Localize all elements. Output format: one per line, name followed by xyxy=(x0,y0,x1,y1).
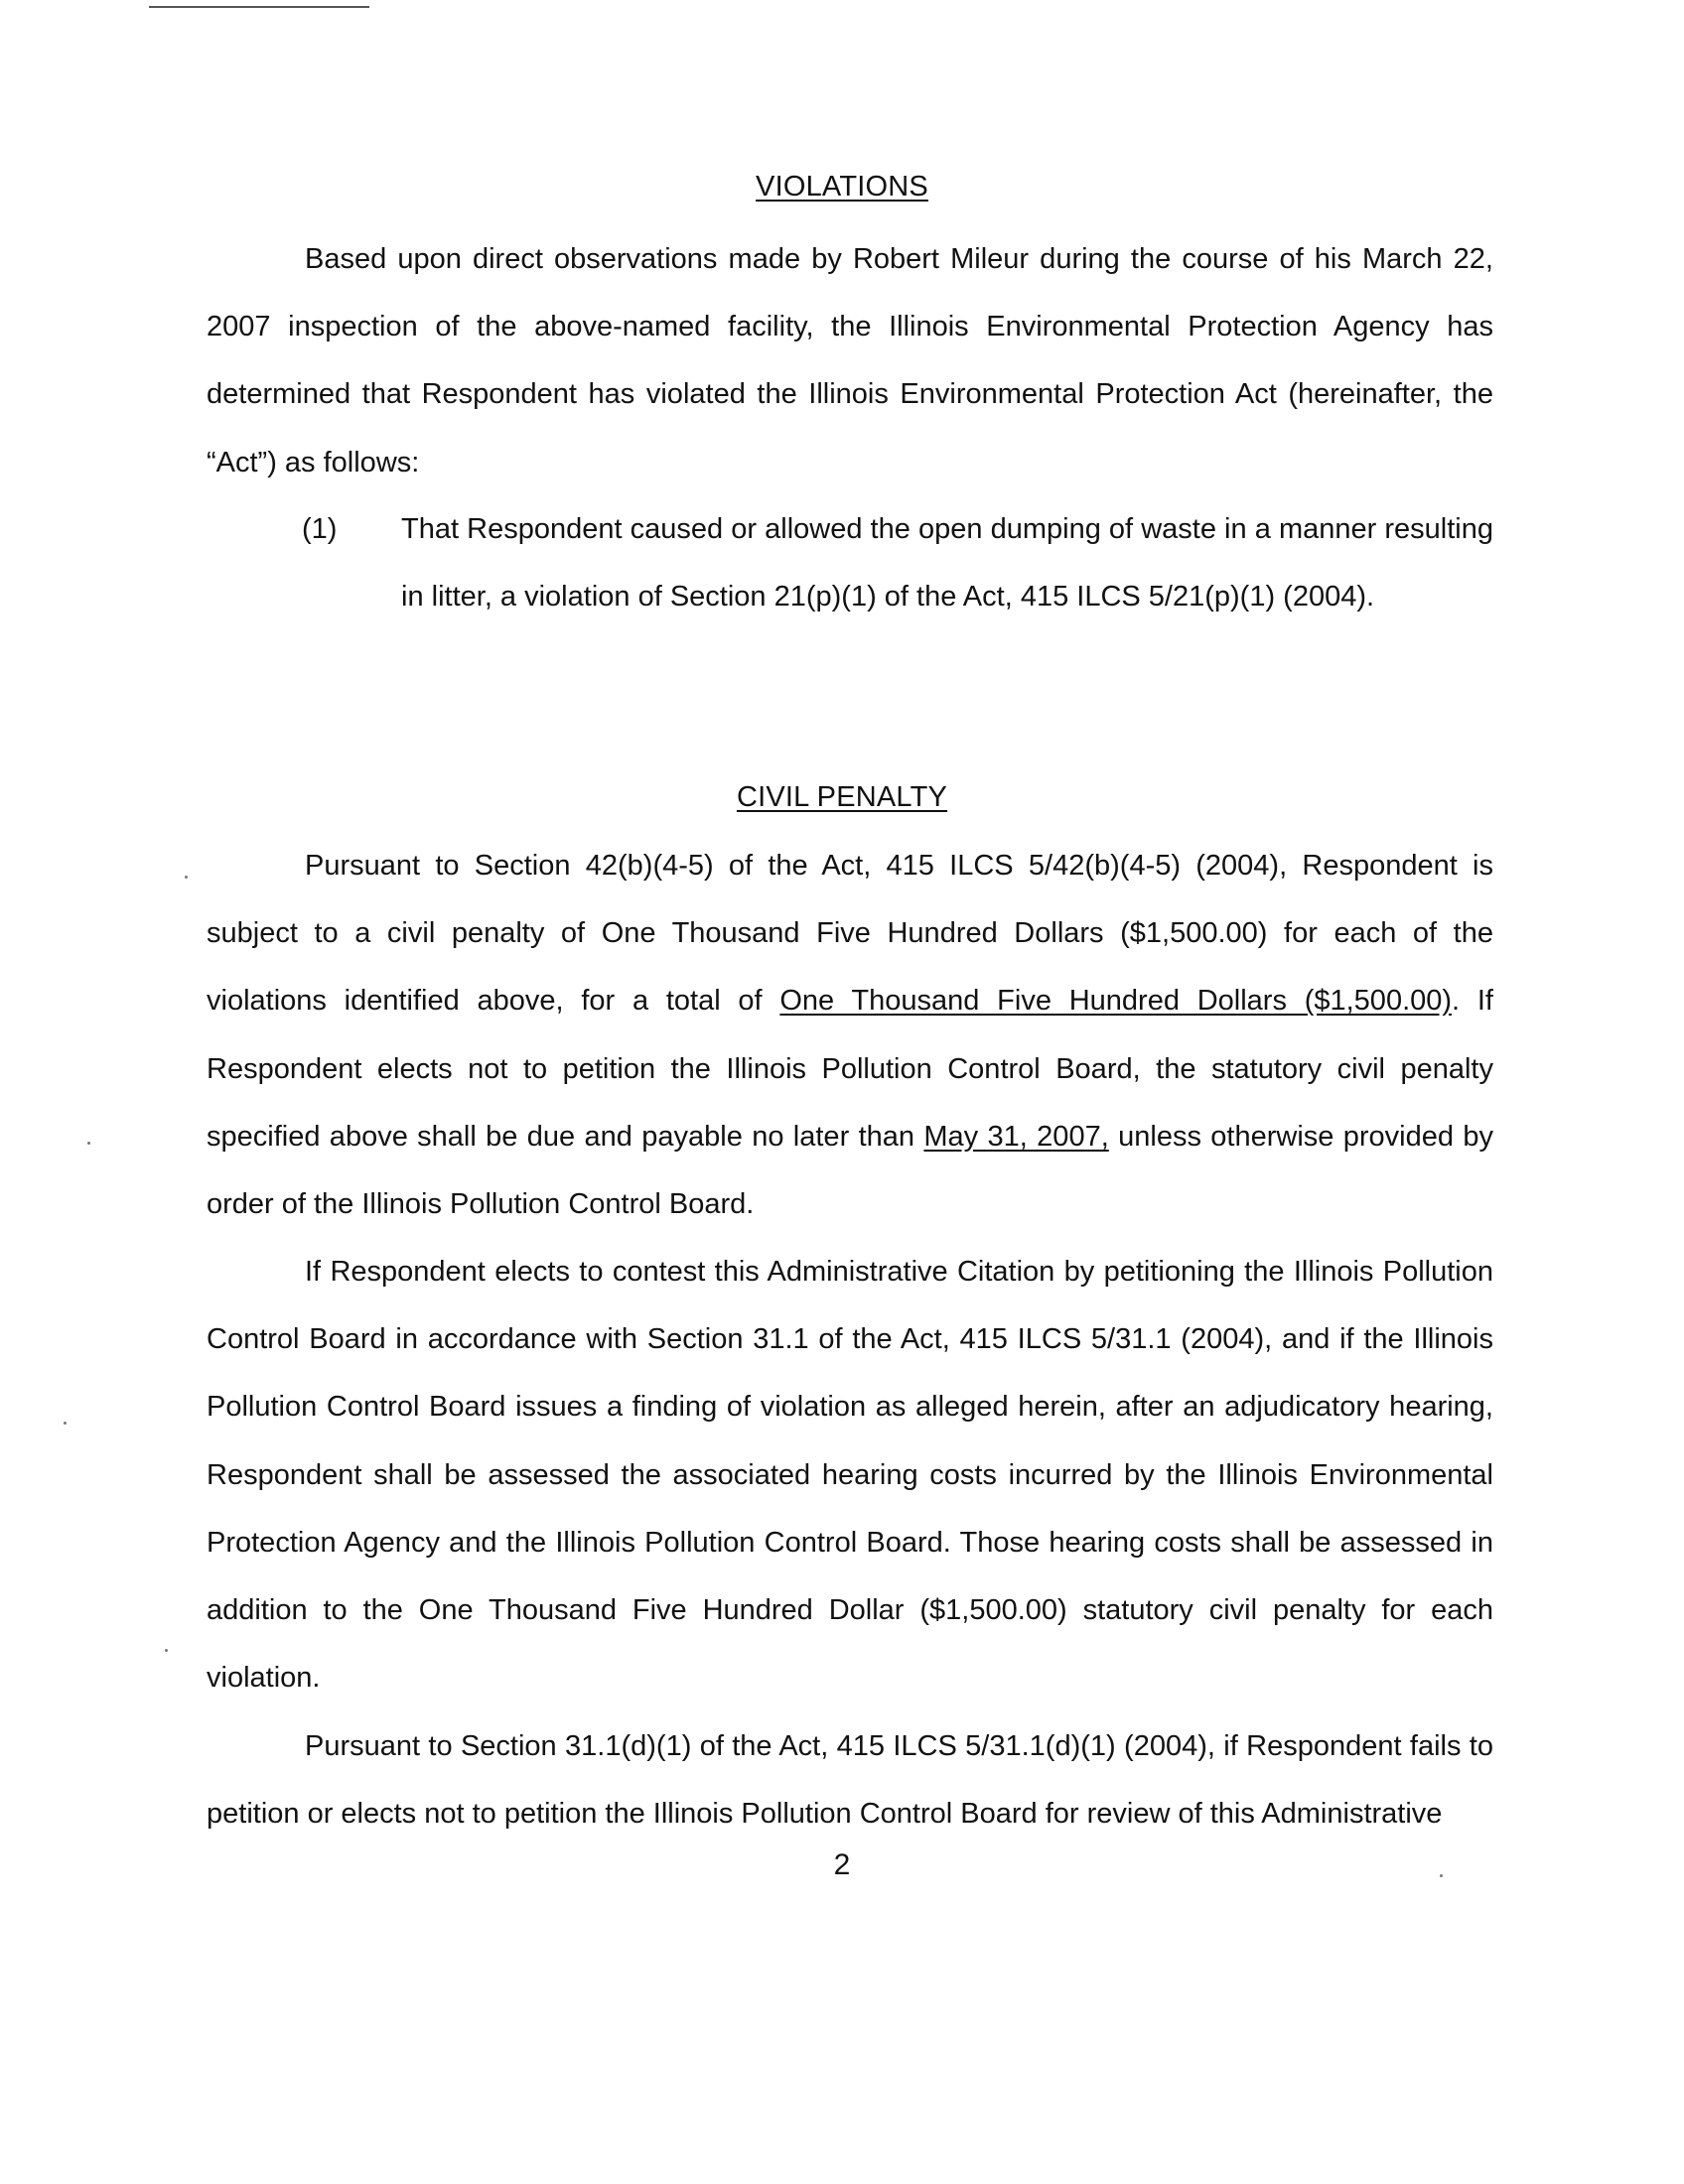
scan-speck xyxy=(87,1142,90,1145)
scan-speck xyxy=(185,876,188,879)
civil-penalty-due-date: May 31, 2007, xyxy=(923,1120,1109,1153)
civil-penalty-heading: CIVIL PENALTY xyxy=(736,781,948,813)
violation-item-1-number: (1) xyxy=(302,513,338,545)
civil-penalty-paragraph-1 xyxy=(207,832,1493,1238)
civil-penalty-total: One Thousand Five Hundred Dollars ($1,500.00) xyxy=(779,985,1453,1018)
page-number: 2 xyxy=(833,1848,851,1881)
scan-speck xyxy=(64,1422,67,1425)
civil-penalty-p2-text: If Respondent elects to contest this Administrative Citation by petitioning the Illinois Pollution Control Board in accordance with Section 31.1 of the Act, 415 ILCS 5/31.1 (2004), and if the Illinois Pollution Control Board issues a finding of violation as alleged herein, after an adjudicatory hearing, Respondent shall be assessed the associated hearing costs incurred by the Illinois Environmental Protection Agency and the Illinois Pollution Control Board. Those hearing costs shall be assessed in addition to the One Thousand Five Hundred Dollar ($1,500.00) statutory civil penalty for each violation. xyxy=(207,1256,1493,1695)
violations-heading: VIOLATIONS xyxy=(756,171,928,203)
civil-penalty-p1-part3: unless otherwise provided by order of the Illinois Pollution Control Board. xyxy=(207,1120,1493,1221)
civil-penalty-p3-text: Pursuant to Section 31.1(d)(1) of the Act, 415 ILCS 5/31.1(d)(1) (2004), if Respondent fails to petition or elects not to petition the Illinois Pollution Control Board for review of this Administrative xyxy=(207,1730,1493,1831)
civil-penalty-p1-part2: . If Respondent elects not to petition the Illinois Pollution Control Board, the statutory civil penalty specified above shall be due and payable no later than xyxy=(207,985,1493,1153)
violations-intro-paragraph xyxy=(207,225,1493,496)
scan-speck xyxy=(165,1649,168,1652)
civil-penalty-p1-part1: Pursuant to Section 42(b)(4-5) of the Act, 415 ILCS 5/42(b)(4-5) (2004), Respondent is subject to a civil penalty of One Thousand Five Hundred Dollars ($1,500.00) for each of the violations identified above, for a total of xyxy=(207,850,1493,1018)
scan-speck xyxy=(1440,1874,1443,1877)
violations-intro-text: Based upon direct observations made by Robert Mileur during the course of his March 22, 2007 inspection of the above-named facility, the Illinois Environmental Protection Agency has determined that Respondent has violated the Illinois Environmental Protection Act (hereinafter, the “Act”) as follows: xyxy=(207,243,1493,478)
civil-penalty-paragraph-2 xyxy=(207,1238,1493,1711)
scan-artifact-line xyxy=(149,6,369,8)
violation-item-1-text: That Respondent caused or allowed the open dumping of waste in a manner resulting in litter, a violation of Section 21(p)(1) of the Act, 415 ILCS 5/21(p)(1) (2004). xyxy=(401,513,1493,614)
civil-penalty-paragraph-3 xyxy=(207,1712,1493,1847)
